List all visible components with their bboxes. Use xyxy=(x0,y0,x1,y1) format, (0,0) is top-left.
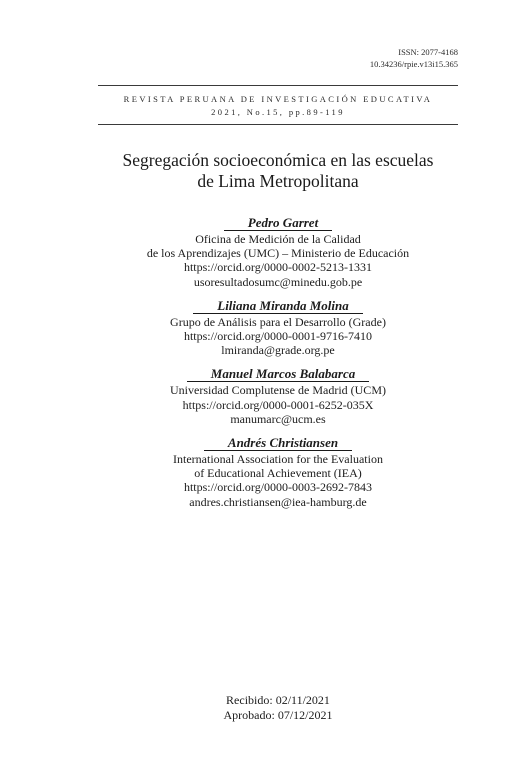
header-top-rule xyxy=(98,85,458,86)
header-bottom-rule xyxy=(98,124,458,125)
author-email[interactable]: manumarc@ucm.es xyxy=(230,411,326,426)
received-date: Recibido: 02/11/2021 xyxy=(226,693,330,707)
author-affiliation: of Educational Achievement (IEA) xyxy=(194,466,362,481)
author-list xyxy=(90,214,466,517)
author-block xyxy=(90,365,466,426)
author-orcid-link[interactable]: https://orcid.org/0000-0003-2692-7843 xyxy=(183,480,373,495)
author-name: Andrés Christiansen xyxy=(204,435,352,451)
title-line-1: Segregación socioeconómica en las escuelas xyxy=(122,150,434,170)
author-orcid-link[interactable]: https://orcid.org/0000-0001-6252-035X xyxy=(182,397,374,412)
issn-text: ISSN: 2077-4168 xyxy=(398,47,458,57)
author-name: Liliana Miranda Molina xyxy=(193,298,362,314)
journal-name: REVISTA PERUANA DE INVESTIGACIÓN EDUCATIVA xyxy=(123,94,433,104)
submission-dates xyxy=(60,693,496,723)
doi-text: 10.34236/rpie.v13i15.365 xyxy=(369,59,458,69)
author-email[interactable]: andres.christiansen@iea-hamburg.de xyxy=(189,494,367,509)
journal-issue: 2021, No.15, pp.89-119 xyxy=(211,107,345,117)
publication-identifiers xyxy=(370,46,458,70)
journal-header xyxy=(98,93,458,119)
author-orcid-link[interactable]: https://orcid.org/0000-0001-9716-7410 xyxy=(183,329,373,344)
author-name: Manuel Marcos Balabarca xyxy=(187,366,369,382)
author-block xyxy=(90,434,466,509)
author-affiliation: International Association for the Evaluation xyxy=(173,452,383,467)
author-name: Pedro Garret xyxy=(224,215,332,231)
author-block xyxy=(90,214,466,289)
author-email[interactable]: usoresultadosumc@minedu.gob.pe xyxy=(193,274,363,289)
title-line-2: de Lima Metropolitana xyxy=(197,171,359,191)
author-affiliation: de los Aprendizajes (UMC) – Ministerio de Educación xyxy=(146,246,410,261)
approved-date: Aprobado: 07/12/2021 xyxy=(223,708,333,722)
article-title xyxy=(60,150,496,192)
author-block xyxy=(90,297,466,358)
author-affiliation: Oficina de Medición de la Calidad xyxy=(195,232,361,246)
author-affiliation: Grupo de Análisis para el Desarrollo (Grade) xyxy=(170,314,386,329)
author-orcid-link[interactable]: https://orcid.org/0000-0002-5213-1331 xyxy=(183,260,373,275)
author-affiliation: Universidad Complutense de Madrid (UCM) xyxy=(170,383,386,398)
author-email[interactable]: lmiranda@grade.org.pe xyxy=(221,343,335,358)
